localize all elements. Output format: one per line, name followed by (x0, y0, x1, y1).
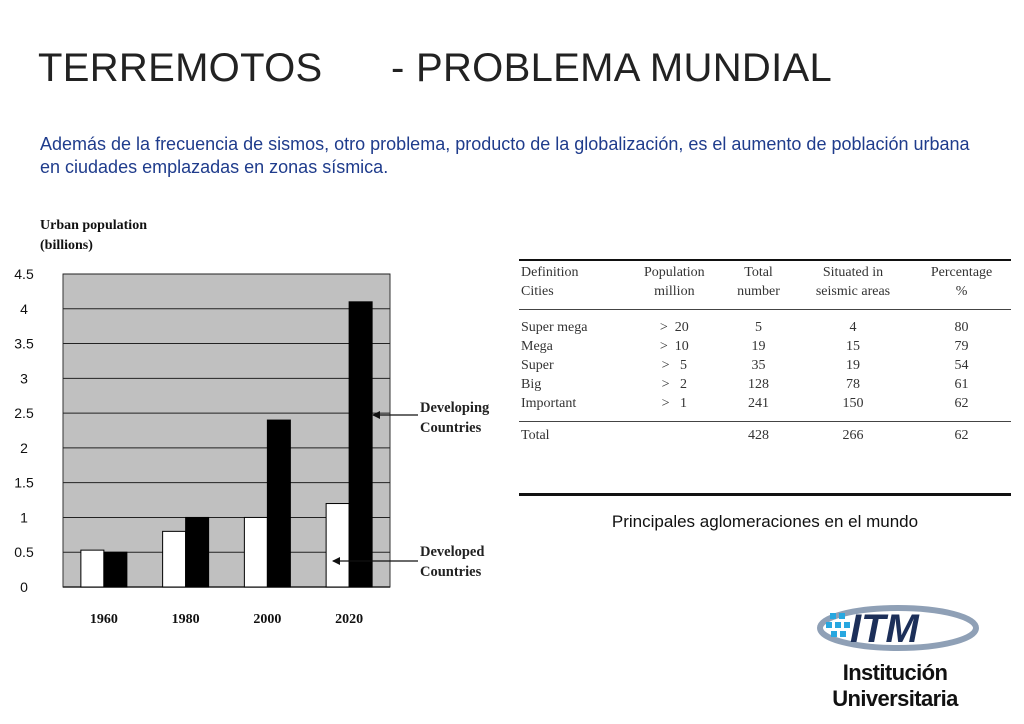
y-tick-label: 1 (20, 509, 28, 526)
logo-mark-text: ITM (850, 607, 919, 651)
cell-total-number: 19 (751, 339, 766, 354)
cell-population-threshold: > 20 (659, 320, 689, 335)
cell-city-class: Super mega (521, 320, 588, 335)
table-bottom-rule (519, 493, 1011, 496)
table-total-row (519, 422, 1011, 450)
legend-developed-line-2: Countries (420, 564, 482, 580)
cities-table-container (519, 259, 1011, 496)
bar-developed-1960 (81, 550, 104, 587)
legend-developed-line-1: Developed (420, 544, 485, 560)
header-seismic: Situated in seismic areas (815, 265, 891, 299)
chart-title-line-1: Urban population (40, 218, 147, 233)
cell-percentage: 61 (954, 377, 969, 392)
y-tick-label: 4 (20, 300, 28, 317)
x-tick-label: 2020 (335, 612, 364, 627)
x-tick-label: 1980 (171, 612, 200, 627)
y-tick-label: 2 (20, 439, 28, 456)
cell-seismic-number: 150 (842, 396, 864, 411)
cell-population-threshold: > 10 (659, 339, 689, 354)
y-tick-label: 3 (20, 370, 28, 387)
cell-population-threshold: > 5 (661, 358, 688, 373)
header-total: Total number (737, 265, 780, 299)
cell-total-number: 35 (751, 358, 766, 373)
y-tick-label: 2.5 (14, 405, 34, 422)
bar-developing-1980 (186, 517, 209, 587)
header-percentage: Percentage % (930, 265, 993, 299)
y-axis-ticks (14, 266, 34, 595)
chart-title-line-2: (billions) (40, 238, 93, 253)
total-seismic: 266 (842, 428, 864, 443)
bar-developing-2000 (267, 420, 290, 587)
total-label: Total (521, 428, 550, 443)
cell-total-number: 128 (748, 377, 770, 392)
cell-percentage: 80 (954, 320, 969, 335)
x-tick-label: 2000 (253, 612, 282, 627)
total-population (626, 422, 724, 450)
cell-seismic-number: 15 (845, 339, 860, 354)
bar-developing-1960 (104, 552, 127, 587)
cell-percentage: 54 (954, 358, 969, 373)
cell-percentage: 62 (954, 396, 969, 411)
cities-table (519, 259, 1011, 449)
slide-title: TERREMOTOS - PROBLEMA MUNDIAL (38, 46, 833, 90)
table-row (519, 394, 1011, 422)
cell-city-class: Super (521, 358, 554, 373)
total-number: 428 (748, 428, 770, 443)
cell-total-number: 241 (748, 396, 770, 411)
table-body (519, 310, 1011, 422)
cell-seismic-number: 78 (845, 377, 860, 392)
x-axis-ticks (90, 612, 363, 627)
logo-institution-name: Institución Universitaria (832, 660, 958, 711)
cell-city-class: Important (521, 396, 577, 411)
bar-developed-1980 (163, 531, 186, 587)
cell-population-threshold: > 2 (661, 377, 688, 392)
table-caption: Principales aglomeraciones en el mundo (611, 512, 919, 531)
intro-paragraph: Además de la frecuencia de sismos, otro problema, producto de la globalización, es el aumento de población urbana en ciudades emplazadas en zonas sísmica. (40, 134, 970, 177)
y-tick-label: 0 (20, 579, 28, 595)
y-tick-label: 3.5 (14, 335, 34, 352)
header-definition: Definition Cities (521, 265, 579, 299)
cell-city-class: Big (521, 377, 542, 392)
legend-developing-line-2: Countries (420, 420, 482, 436)
itm-logo (790, 598, 1000, 711)
cell-city-class: Mega (521, 339, 553, 354)
cell-seismic-number: 19 (845, 358, 860, 373)
bar-developing-2020 (349, 302, 372, 587)
cell-percentage: 79 (954, 339, 969, 354)
bar-developed-2000 (244, 517, 267, 587)
y-tick-label: 0.5 (14, 544, 34, 561)
cell-population-threshold: > 1 (661, 396, 688, 411)
x-tick-label: 1960 (89, 612, 118, 627)
table-row (519, 337, 1011, 356)
bar-developed-2020 (326, 504, 349, 587)
table-row (519, 356, 1011, 375)
header-population: Population million (644, 265, 705, 299)
total-percentage: 62 (954, 428, 969, 443)
cell-total-number: 5 (755, 320, 763, 335)
table-row (519, 310, 1011, 338)
table-header-row (519, 260, 1011, 310)
urban-population-chart (0, 205, 510, 630)
y-tick-label: 1.5 (14, 474, 34, 491)
legend-developing-line-1: Developing (420, 400, 490, 416)
itm-logo-mark (790, 598, 1000, 660)
cell-seismic-number: 4 (849, 320, 857, 335)
table-row (519, 375, 1011, 394)
y-tick-label: 4.5 (14, 266, 34, 282)
